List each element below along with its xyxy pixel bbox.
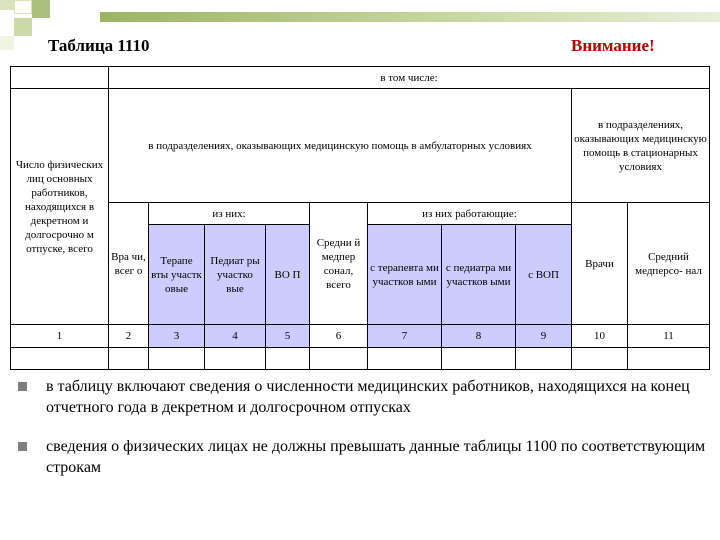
empty-cell (572, 348, 628, 370)
empty-cell (149, 348, 205, 370)
decor-square (32, 0, 50, 18)
warning-label: Внимание! (571, 36, 655, 55)
header-with-gp: с ВОП (516, 225, 572, 325)
empty-cell (516, 348, 572, 370)
header-outpatient: в подразделениях, оказывающих медицинскую помощь в амбулаторных условиях (109, 89, 572, 203)
column-number: 7 (368, 325, 442, 348)
note-text: сведения о физических лицах не должны превышать данные таблицы 1100 по соответствующим строкам (46, 438, 706, 476)
header-total-persons: Число физических лиц основных работников, находящихся в декретном и долгосрочно м отпуске, всего (11, 89, 109, 325)
header-of-them-working: из них работающие: (368, 203, 572, 225)
header-of-them: из них: (149, 203, 310, 225)
column-number: 1 (11, 325, 109, 348)
note-item (18, 376, 708, 418)
column-number: 11 (628, 325, 710, 348)
column-number: 2 (109, 325, 149, 348)
empty-cell (628, 348, 710, 370)
header-gp: ВО П (266, 225, 310, 325)
empty-cell (442, 348, 516, 370)
column-number: 8 (442, 325, 516, 348)
column-number: 6 (310, 325, 368, 348)
header-therapists: Терапе вты участк овые (149, 225, 205, 325)
column-number: 3 (149, 325, 205, 348)
header-doctors-total: Вра чи, всег о (109, 203, 149, 325)
note-item (18, 436, 708, 478)
header-pediatricians: Педиат ры участко вые (205, 225, 266, 325)
empty-cell (368, 348, 442, 370)
decor-square (0, 0, 14, 10)
empty-cell (11, 348, 109, 370)
decor-bar (100, 12, 720, 22)
header-including: в том числе: (109, 67, 710, 89)
header-inpatient-doctors: Врачи (572, 203, 628, 325)
column-number: 5 (266, 325, 310, 348)
bullet-square-icon (18, 442, 27, 451)
column-number: 9 (516, 325, 572, 348)
header-with-pediatricians: с педиатра ми участков ыми (442, 225, 516, 325)
column-number: 10 (572, 325, 628, 348)
note-text: в таблицу включают сведения о численности медицинских работников, находящихся на конец отчетного года в декретном и долгосрочном отпусках (46, 378, 690, 416)
header-cell-blank (11, 67, 109, 89)
form-table (10, 66, 710, 370)
decor-square (0, 36, 14, 50)
bullet-square-icon (18, 382, 27, 391)
page-title: Таблица 1110 (48, 36, 150, 55)
header-inpatient: в подразделениях, оказывающих медицинскую помощь в стационарных условиях (572, 89, 710, 203)
decor-square (14, 18, 32, 36)
header-with-therapists: с терапевта ми участков ыми (368, 225, 442, 325)
empty-cell (205, 348, 266, 370)
empty-cell (266, 348, 310, 370)
header-inpatient-nurses: Средний медперсо- нал (628, 203, 710, 325)
column-number: 4 (205, 325, 266, 348)
header-nurses-total: Средни й медпер сонал, всего (310, 203, 368, 325)
notes-list (18, 376, 708, 496)
empty-cell (310, 348, 368, 370)
decor-square (14, 0, 32, 14)
empty-cell (109, 348, 149, 370)
